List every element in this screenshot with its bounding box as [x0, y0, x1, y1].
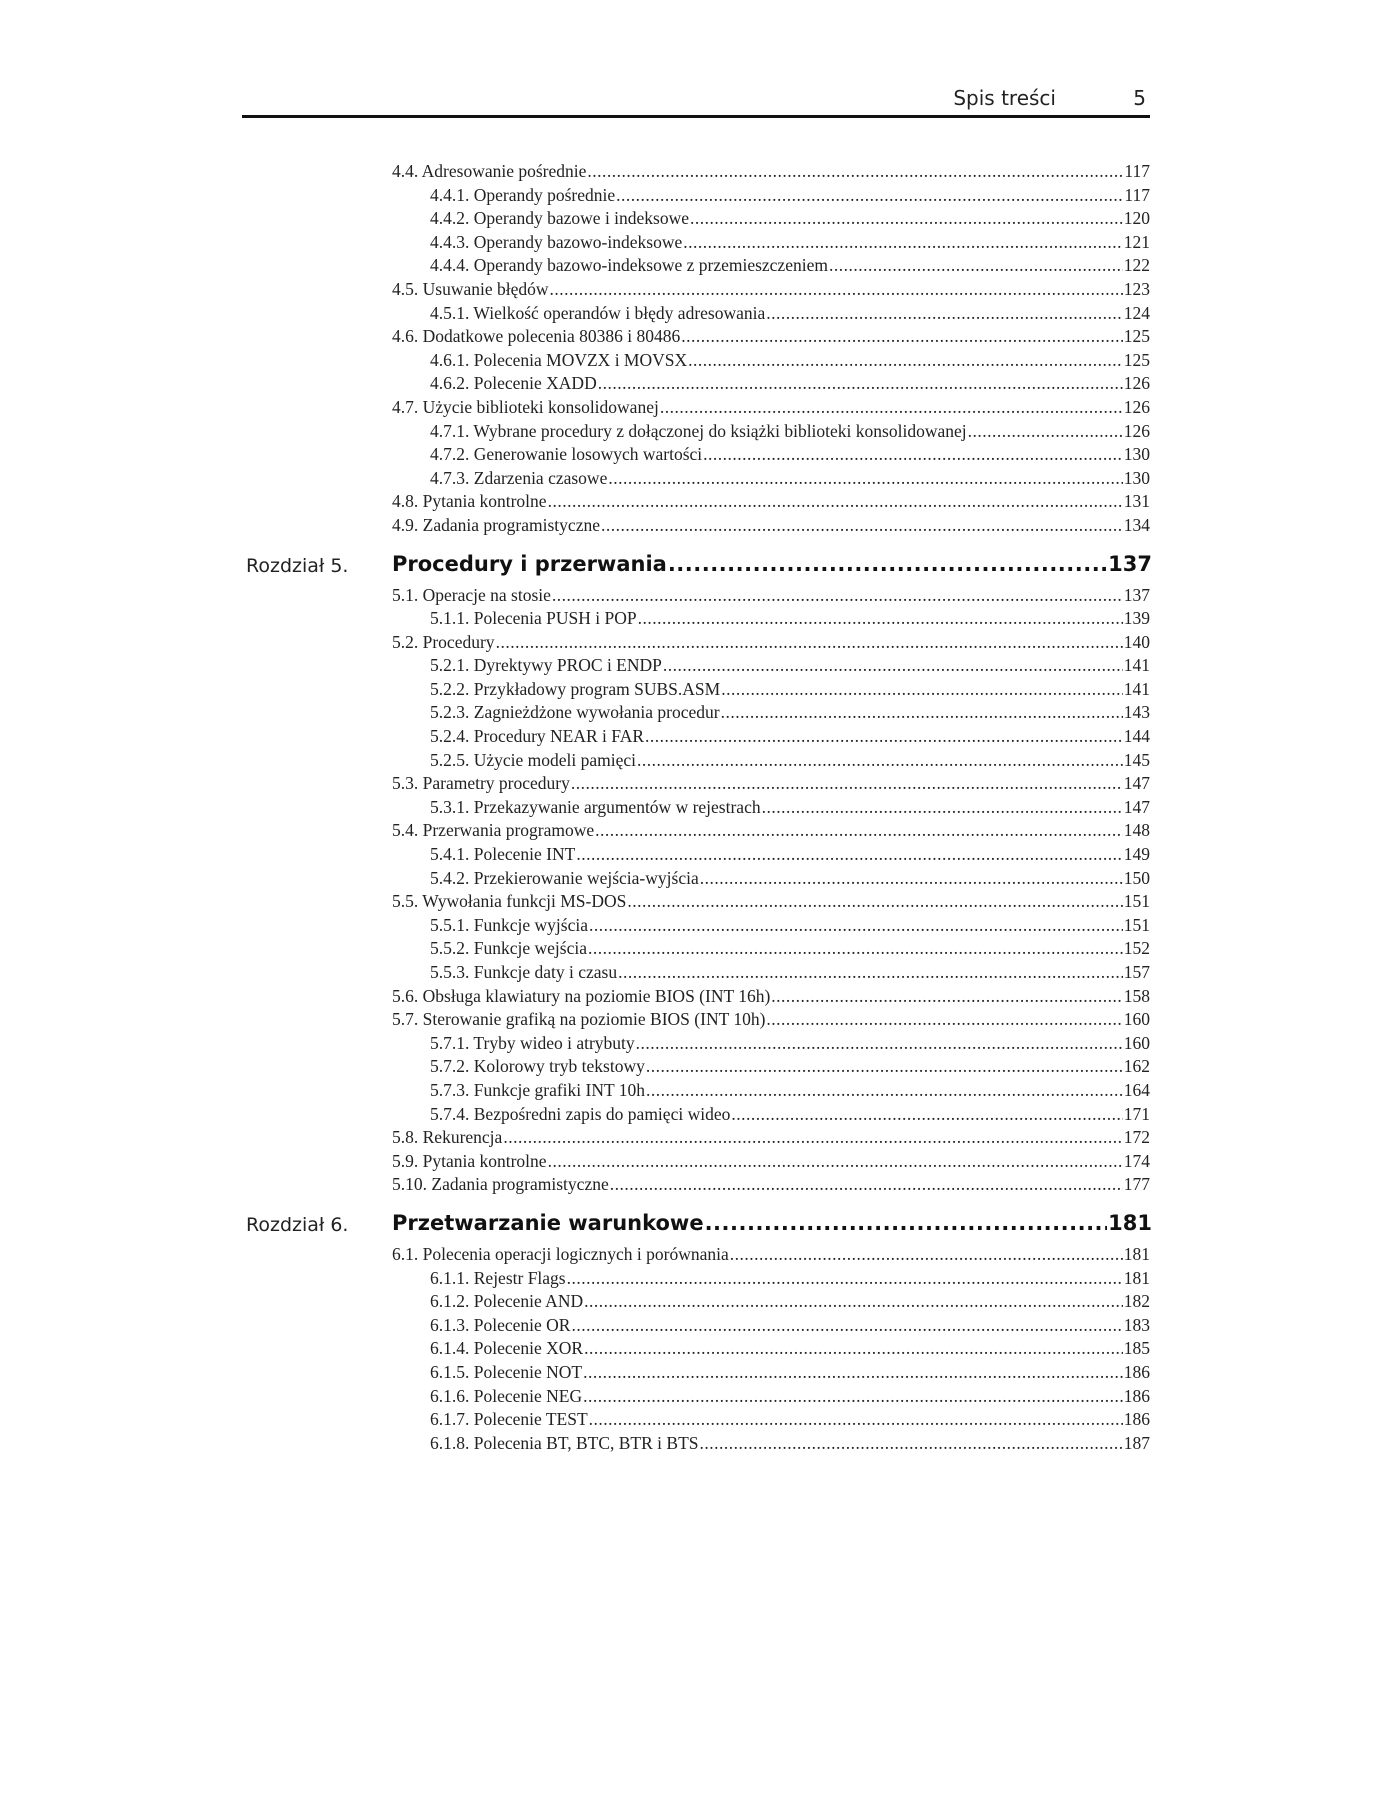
- dot-leader: [601, 514, 1123, 538]
- toc-entry-label: 6.1.4. Polecenie XOR: [430, 1338, 584, 1359]
- dot-leader: [700, 1432, 1123, 1456]
- toc-entry[interactable]: [0, 1267, 1400, 1291]
- toc-entry-label: 5.7.1. Tryby wideo i atrybuty: [430, 1032, 635, 1053]
- toc-entry-line: [430, 1408, 1150, 1432]
- toc-entry[interactable]: [0, 1408, 1400, 1432]
- toc-entry[interactable]: [0, 1103, 1400, 1127]
- toc-entry-page-number: 181: [1123, 1243, 1150, 1264]
- dot-leader: [721, 678, 1123, 702]
- dot-leader: [583, 1361, 1123, 1385]
- toc-entry[interactable]: [0, 160, 1400, 184]
- toc-entry-line: [430, 867, 1150, 891]
- toc-entry-line: [430, 725, 1150, 749]
- toc-entry[interactable]: [0, 184, 1400, 208]
- toc-entry-line: [430, 914, 1150, 938]
- dot-leader: [766, 1008, 1122, 1032]
- toc-entry[interactable]: [0, 1126, 1400, 1150]
- dot-leader: [771, 985, 1122, 1009]
- toc-entry[interactable]: [0, 1385, 1400, 1409]
- toc-entry-line: [430, 1314, 1150, 1338]
- toc-entry[interactable]: [0, 1361, 1400, 1385]
- toc-entry-line: [430, 607, 1150, 631]
- toc-entry-page-number: 130: [1123, 467, 1150, 488]
- dot-leader: [683, 231, 1123, 255]
- toc-entry[interactable]: [0, 325, 1400, 349]
- toc-entry-line: [430, 701, 1150, 725]
- toc-entry-label: 5.2.1. Dyrektywy PROC i ENDP: [430, 655, 662, 676]
- dot-leader: [646, 1079, 1123, 1103]
- toc-entry-page-number: 149: [1123, 844, 1150, 865]
- dot-leader: [690, 207, 1123, 231]
- toc-entry-page-number: 126: [1123, 420, 1150, 441]
- dot-leader: [595, 819, 1123, 843]
- toc-entry-page-number: 121: [1123, 231, 1150, 252]
- toc-entry-page-number: 181: [1123, 1267, 1150, 1288]
- toc-entry-line: [430, 1032, 1150, 1056]
- toc-entry-label: 5.4.2. Przekierowanie wejścia-wyjścia: [430, 867, 699, 888]
- toc-entry-line: [430, 937, 1150, 961]
- header-title: Spis treści: [953, 86, 1056, 110]
- toc-entry-label: 4.4.4. Operandy bazowo-indeksowe z przemieszczeniem: [430, 255, 828, 276]
- toc-entry-page-number: 147: [1123, 796, 1150, 817]
- chapter-title: Procedury i przerwania: [392, 551, 667, 576]
- toc-entry-line: [430, 1337, 1150, 1361]
- toc-entry-page-number: 151: [1123, 891, 1150, 912]
- toc-entry-page-number: 143: [1123, 702, 1150, 723]
- dot-leader: [731, 1103, 1122, 1127]
- toc-entry[interactable]: [0, 467, 1400, 491]
- toc-entry-label: 4.4.1. Operandy pośrednie: [430, 184, 616, 205]
- toc-entry-label: 5.5.2. Funkcje wejścia: [430, 938, 587, 959]
- toc-entry[interactable]: [0, 514, 1400, 538]
- toc-entry-page-number: 145: [1123, 749, 1150, 770]
- toc-entry-label: 6.1. Polecenia operacji logicznych i porównania: [392, 1243, 729, 1264]
- toc-entry[interactable]: [0, 678, 1400, 702]
- toc-entry-page-number: 126: [1123, 373, 1150, 394]
- toc-entry[interactable]: [0, 772, 1400, 796]
- dot-leader: [598, 372, 1123, 396]
- toc-entry-page-number: 139: [1123, 608, 1150, 629]
- dot-leader: [668, 552, 1107, 576]
- dot-leader: [721, 701, 1123, 725]
- toc-entry[interactable]: [0, 349, 1400, 373]
- toc-entry-label: 4.9. Zadania programistyczne: [392, 514, 600, 535]
- toc-entry[interactable]: [0, 1337, 1400, 1361]
- toc-entry-label: 6.1.6. Polecenie NEG: [430, 1385, 583, 1406]
- chapter-page-number: 181: [1108, 1210, 1152, 1235]
- toc-entry-label: 4.5. Usuwanie błędów: [392, 278, 549, 299]
- chapter-title: Przetwarzanie warunkowe: [392, 1210, 704, 1235]
- toc-entry[interactable]: [0, 231, 1400, 255]
- toc-entry-line: [392, 631, 1150, 655]
- toc-entry-page-number: 158: [1123, 985, 1150, 1006]
- toc-entry-line: [430, 184, 1150, 208]
- toc-entry-label: 5.2.3. Zagnieżdżone wywołania procedur: [430, 702, 720, 723]
- toc-entry-page-number: 148: [1123, 820, 1150, 841]
- toc-entry-label: 6.1.5. Polecenie NOT: [430, 1361, 583, 1382]
- toc-entry-page-number: 141: [1123, 678, 1150, 699]
- toc-entry-line: [430, 1079, 1150, 1103]
- toc-entry-page-number: 147: [1123, 773, 1150, 794]
- toc-entry-page-number: 140: [1123, 631, 1150, 652]
- toc-entry[interactable]: [0, 867, 1400, 891]
- toc-entry-label: 5.2.5. Użycie modeli pamięci: [430, 749, 637, 770]
- toc-entry[interactable]: [0, 443, 1400, 467]
- toc-entry-line: [392, 1243, 1150, 1267]
- running-header: [240, 78, 1150, 118]
- toc-entry[interactable]: [0, 1243, 1400, 1267]
- toc-entry-page-number: 117: [1124, 184, 1150, 205]
- chapter-title-line: [392, 1211, 1152, 1235]
- toc-entry-page-number: 130: [1123, 444, 1150, 465]
- toc-entry-line: [430, 1385, 1150, 1409]
- toc-entry-line: [392, 160, 1150, 184]
- dot-leader: [700, 867, 1123, 891]
- toc-entry-line: [430, 231, 1150, 255]
- toc-entry[interactable]: [0, 1032, 1400, 1056]
- toc-entry-label: 5.7.3. Funkcje grafiki INT 10h: [430, 1079, 645, 1100]
- toc-entry[interactable]: [0, 1432, 1400, 1456]
- toc-entry[interactable]: [0, 278, 1400, 302]
- toc-entry-line: [392, 514, 1150, 538]
- toc-entry[interactable]: [0, 701, 1400, 725]
- toc-entry-label: 4.6.1. Polecenia MOVZX i MOVSX: [430, 349, 688, 370]
- chapter-label: Rozdział 6.: [246, 1213, 349, 1236]
- toc-entry-line: [430, 302, 1150, 326]
- toc-entry-line: [430, 961, 1150, 985]
- dot-leader: [638, 607, 1123, 631]
- toc-entry-label: 5.2.4. Procedury NEAR i FAR: [430, 726, 645, 747]
- toc-entry-label: 6.1.1. Rejestr Flags: [430, 1267, 566, 1288]
- toc-entry-label: 6.1.3. Polecenie OR: [430, 1314, 571, 1335]
- dot-leader: [637, 749, 1123, 773]
- toc-entry-line: [430, 1290, 1150, 1314]
- toc-entry-label: 4.7.1. Wybrane procedury z dołączonej do książki biblioteki konsolidowanej: [430, 420, 967, 441]
- toc-entry-page-number: 171: [1123, 1103, 1150, 1124]
- dot-leader: [766, 302, 1122, 326]
- toc-entry-page-number: 186: [1123, 1385, 1150, 1406]
- toc-entry-label: 5.9. Pytania kontrolne: [392, 1150, 547, 1171]
- dot-leader: [576, 843, 1122, 867]
- toc-entry[interactable]: [0, 843, 1400, 867]
- dot-leader: [636, 1032, 1123, 1056]
- dot-leader: [688, 349, 1123, 373]
- toc-entry-page-number: 185: [1123, 1338, 1150, 1359]
- dot-leader: [610, 1173, 1123, 1197]
- toc-entry-label: 5.6. Obsługa klawiatury na poziomie BIOS (INT 16h): [392, 985, 771, 1006]
- toc-entry-label: 4.7.2. Generowanie losowych wartości: [430, 444, 703, 465]
- toc-entry-line: [392, 1173, 1150, 1197]
- dot-leader: [589, 1408, 1123, 1432]
- toc-entry-line: [430, 749, 1150, 773]
- toc-entry-line: [430, 467, 1150, 491]
- toc-entry-label: 4.5.1. Wielkość operandów i błędy adresowania: [430, 302, 766, 323]
- toc-entry-label: 4.7. Użycie biblioteki konsolidowanej: [392, 396, 659, 417]
- toc-entry[interactable]: [0, 890, 1400, 914]
- toc-entry-line: [392, 819, 1150, 843]
- dot-leader: [567, 1267, 1123, 1291]
- dot-leader: [589, 914, 1123, 938]
- toc-entry-page-number: 162: [1123, 1056, 1150, 1077]
- toc-entry-page-number: 174: [1123, 1150, 1150, 1171]
- toc-entry-page-number: 157: [1123, 962, 1150, 982]
- toc-entry-line: [430, 372, 1150, 396]
- toc-entry-label: 5.8. Rekurencja: [392, 1127, 503, 1148]
- toc-entry-label: 4.4.2. Operandy bazowe i indeksowe: [430, 208, 690, 229]
- dot-leader: [584, 1290, 1123, 1314]
- dot-leader: [762, 796, 1123, 820]
- toc-entry-line: [392, 1150, 1150, 1174]
- toc-entry-label: 5.4.1. Polecenie INT: [430, 844, 576, 865]
- dot-leader: [681, 325, 1123, 349]
- dot-leader: [503, 1126, 1122, 1150]
- toc-entry[interactable]: [0, 985, 1400, 1009]
- toc-entry[interactable]: [0, 749, 1400, 773]
- toc-entry-label: 5.1. Operacje na stosie: [392, 584, 551, 605]
- toc-entry-page-number: 152: [1123, 938, 1150, 959]
- dot-leader: [550, 278, 1123, 302]
- toc-entry-label: 5.4. Przerwania programowe: [392, 820, 595, 841]
- toc-entry-line: [430, 1267, 1150, 1291]
- toc-entry-page-number: 150: [1123, 867, 1150, 888]
- toc-entry-line: [430, 678, 1150, 702]
- toc-entry-line: [430, 1055, 1150, 1079]
- toc-entry-page-number: 125: [1123, 326, 1150, 347]
- toc-entry-page-number: 160: [1123, 1032, 1150, 1053]
- dot-leader: [645, 725, 1123, 749]
- dot-leader: [703, 443, 1123, 467]
- toc-entry[interactable]: [0, 914, 1400, 938]
- toc-entry-label: 5.2.2. Przykładowy program SUBS.ASM: [430, 678, 721, 699]
- dot-leader: [616, 184, 1123, 208]
- header-page-number: 5: [1133, 86, 1146, 110]
- toc-entry-line: [430, 1361, 1150, 1385]
- toc-entry[interactable]: [0, 396, 1400, 420]
- toc-entry[interactable]: [0, 607, 1400, 631]
- dot-leader: [968, 420, 1123, 444]
- toc-entry-label: 4.4. Adresowanie pośrednie: [392, 161, 587, 181]
- toc-entry-line: [430, 349, 1150, 373]
- dot-leader: [583, 1385, 1123, 1409]
- chapter-heading[interactable]: [0, 552, 1400, 584]
- toc-entry-line: [392, 396, 1150, 420]
- toc-entry-line: [430, 654, 1150, 678]
- toc-entry-line: [430, 796, 1150, 820]
- chapter-label: Rozdział 5.: [246, 554, 349, 577]
- dot-leader: [571, 1314, 1122, 1338]
- dot-leader: [730, 1243, 1123, 1267]
- toc-entry-line: [430, 1432, 1150, 1456]
- toc-entry-page-number: 122: [1123, 255, 1150, 276]
- toc-entry-page-number: 141: [1123, 655, 1150, 676]
- toc-entry[interactable]: [0, 420, 1400, 444]
- toc-entry[interactable]: [0, 1290, 1400, 1314]
- toc-entry[interactable]: [0, 1079, 1400, 1103]
- chapter-page-number: 137: [1108, 551, 1152, 576]
- toc-entry[interactable]: [0, 1008, 1400, 1032]
- toc-entry[interactable]: [0, 819, 1400, 843]
- dot-leader: [608, 467, 1122, 491]
- toc-chapter: [0, 552, 1400, 1197]
- toc-entry-line: [392, 1008, 1150, 1032]
- toc-entry-line: [430, 443, 1150, 467]
- dot-leader: [829, 254, 1123, 278]
- toc-entry-label: 4.6. Dodatkowe polecenia 80386 i 80486: [392, 326, 681, 347]
- toc-entry-line: [392, 325, 1150, 349]
- dot-leader: [660, 396, 1123, 420]
- dot-leader: [552, 584, 1123, 608]
- dot-leader: [646, 1055, 1123, 1079]
- toc-entry[interactable]: [0, 937, 1400, 961]
- toc-entry-label: 4.7.3. Zdarzenia czasowe: [430, 467, 608, 488]
- dot-leader: [588, 937, 1123, 961]
- toc-entry-page-number: 151: [1123, 914, 1150, 935]
- toc-entry-page-number: 160: [1123, 1009, 1150, 1030]
- toc-entry-label: 5.10. Zadania programistyczne: [392, 1174, 609, 1195]
- toc-entry-line: [392, 490, 1150, 514]
- toc-entry[interactable]: [0, 725, 1400, 749]
- toc-entry-label: 5.7.4. Bezpośredni zapis do pamięci wideo: [430, 1103, 731, 1124]
- toc-entry-line: [430, 843, 1150, 867]
- toc-entry-label: 4.8. Pytania kontrolne: [392, 491, 547, 512]
- dot-leader: [587, 160, 1123, 184]
- toc-continued-section: [0, 160, 1400, 538]
- dot-leader: [618, 961, 1123, 985]
- toc-entry-line: [430, 1103, 1150, 1127]
- toc-entry-label: 5.5.1. Funkcje wyjścia: [430, 914, 588, 935]
- toc-entry-page-number: 164: [1123, 1079, 1150, 1100]
- toc-entry[interactable]: [0, 796, 1400, 820]
- toc-entry-page-number: 131: [1123, 491, 1150, 512]
- toc-entry-page-number: 124: [1123, 302, 1150, 323]
- chapter-heading[interactable]: [0, 1211, 1400, 1243]
- toc-entry-page-number: 186: [1123, 1361, 1150, 1382]
- toc-entry[interactable]: [0, 254, 1400, 278]
- dot-leader: [627, 890, 1122, 914]
- toc-entry-label: 5.5.3. Funkcje daty i czasu: [430, 962, 618, 982]
- toc-entry-label: 5.7.2. Kolorowy tryb tekstowy: [430, 1056, 645, 1077]
- toc-entry[interactable]: [0, 490, 1400, 514]
- toc-entry-page-number: 137: [1123, 584, 1150, 605]
- toc-entry-label: 5.7. Sterowanie grafiką na poziomie BIOS (INT 10h): [392, 1009, 766, 1030]
- toc-entry[interactable]: [0, 1055, 1400, 1079]
- toc-entry-label: 4.4.3. Operandy bazowo-indeksowe: [430, 231, 683, 252]
- toc-entry-page-number: 125: [1123, 349, 1150, 370]
- dot-leader: [548, 490, 1123, 514]
- toc-entry-page-number: 172: [1123, 1127, 1150, 1148]
- toc-entry-label: 5.3.1. Przekazywanie argumentów w rejestrach: [430, 796, 761, 817]
- toc-entry-page-number: 183: [1123, 1314, 1150, 1335]
- toc-entry-page-number: 186: [1123, 1409, 1150, 1430]
- dot-leader: [584, 1337, 1123, 1361]
- toc-entry-page-number: 117: [1124, 161, 1150, 181]
- dot-leader: [705, 1211, 1108, 1235]
- toc-entry-line: [430, 254, 1150, 278]
- toc-entry-line: [430, 207, 1150, 231]
- toc-entry[interactable]: [0, 654, 1400, 678]
- toc-entry-label: 6.1.2. Polecenie AND: [430, 1291, 584, 1312]
- toc-entry-label: 5.2. Procedury: [392, 631, 495, 652]
- toc-entry[interactable]: [0, 1314, 1400, 1338]
- dot-leader: [663, 654, 1123, 678]
- toc-entry-page-number: 144: [1123, 726, 1150, 747]
- toc-entry[interactable]: [0, 631, 1400, 655]
- toc-entry-line: [392, 985, 1150, 1009]
- toc-entry-page-number: 120: [1123, 208, 1150, 229]
- toc-entry-line: [392, 1126, 1150, 1150]
- table-of-contents: [0, 160, 1400, 1455]
- dot-leader: [548, 1150, 1123, 1174]
- toc-chapter: [0, 1211, 1400, 1455]
- toc-entry-line: [392, 890, 1150, 914]
- toc-entry-page-number: 123: [1123, 278, 1150, 299]
- toc-entry[interactable]: [0, 961, 1400, 985]
- toc-entry-line: [392, 278, 1150, 302]
- toc-entry[interactable]: [0, 1173, 1400, 1197]
- dot-leader: [496, 631, 1123, 655]
- toc-entry-page-number: 134: [1123, 514, 1150, 535]
- toc-entry-label: 6.1.7. Polecenie TEST: [430, 1409, 588, 1430]
- toc-entry[interactable]: [0, 207, 1400, 231]
- toc-entry-page-number: 126: [1123, 396, 1150, 417]
- toc-entry-line: [430, 420, 1150, 444]
- toc-entry-label: 6.1.8. Polecenia BT, BTC, BTR i BTS: [430, 1432, 699, 1453]
- toc-entry-label: 5.1.1. Polecenia PUSH i POP: [430, 608, 637, 629]
- toc-entry-label: 4.6.2. Polecenie XADD: [430, 373, 597, 394]
- toc-entry[interactable]: [0, 584, 1400, 608]
- toc-entry-line: [392, 584, 1150, 608]
- toc-entry[interactable]: [0, 372, 1400, 396]
- toc-entry[interactable]: [0, 1150, 1400, 1174]
- toc-entry-line: [392, 772, 1150, 796]
- toc-entry-page-number: 187: [1123, 1432, 1150, 1453]
- dot-leader: [571, 772, 1123, 796]
- header-rule: [242, 115, 1150, 118]
- toc-entry-label: 5.5. Wywołania funkcji MS-DOS: [392, 891, 627, 912]
- toc-entry-page-number: 182: [1123, 1291, 1150, 1312]
- toc-entry[interactable]: [0, 302, 1400, 326]
- toc-entry-label: 5.3. Parametry procedury: [392, 773, 570, 794]
- toc-entry-page-number: 177: [1123, 1174, 1150, 1195]
- chapter-title-line: [392, 552, 1152, 576]
